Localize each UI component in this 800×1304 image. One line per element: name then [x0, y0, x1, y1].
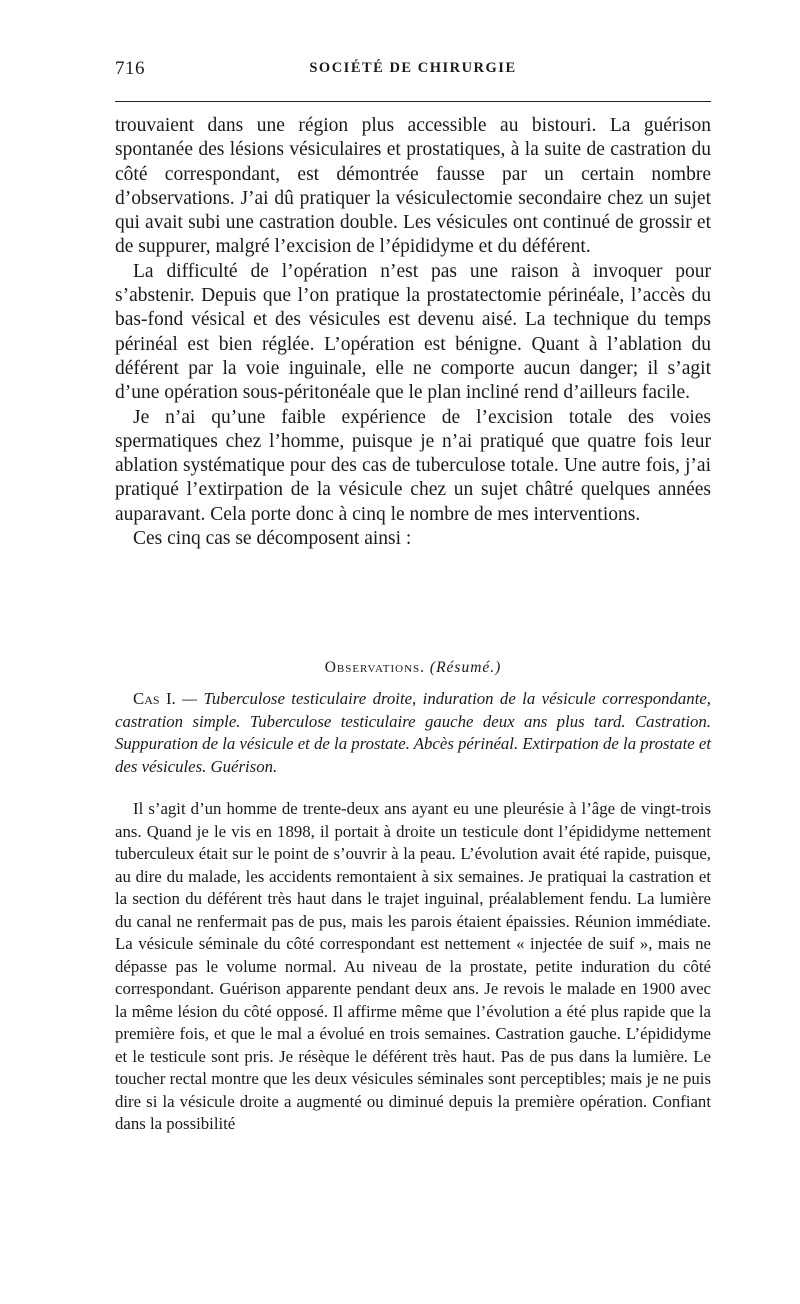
running-title: SOCIÉTÉ DE CHIRURGIE [309, 60, 517, 76]
case-paragraph [115, 688, 711, 778]
paragraph: Je n’ai qu’une faible expérience de l’excision totale des voies spermatiques chez l’homme, puisque je n’ai pratiqué que quatre fois leur ablation systématique pour des cas de tuberculose totale. Une autre fois, j’ai pratiqué l’extirpation de la vésicule chez un sujet châtré quelques années auparavant. Cela porte donc à cinq le nombre de mes interventions. [115, 406, 711, 525]
header-rule [115, 101, 711, 102]
observation-paragraph: Il s’agit d’un homme de trente-deux ans ayant eu une pleurésie à l’âge de vingt-trois ans. Quand je le vis en 1898, il portait à droite un testicule dont l’épididyme nettement tuberculeux était sur le point de s’ouvrir à la peau. L’évolution avait été rapide, puisque, au dire du malade, les accidents remontaient à six semaines. Je pratiquai la castration et la section du déférent très haut dans le trajet inguinal, préalablement fendu. La lumière du canal ne renfermait pas de pus, mais les parois étaient épaissies. Réunion immédiate. La vésicule séminale du côté correspondant est nettement « injectée de suif », mais ne dépasse pas le volume normal. Au niveau de la prostate, petite induration du côté correspondant. Guérison apparente pendant deux ans. Je revois le malade en 1900 avec la même lésion du côté opposé. Il affirme même que l’évolution a été plus rapide que la première fois, et que le mal a évolué en trois semaines. Castration gauche. L’épididyme et le testicule sont pris. Je résèque le déférent très haut. Pas de pus dans la lumière. Le toucher rectal montre que les deux vésicules séminales sont perceptibles; mais je ne puis dire si la vésicule droite a augmenté ou diminué depuis la première opération. Confiant dans la possibilité [115, 799, 711, 1133]
page-number: 716 [115, 58, 145, 79]
observation-body [115, 798, 711, 1136]
section-title: Observations. [324, 659, 426, 676]
paragraph: La difficulté de l’opération n’est pas une raison à invoquer pour s’abstenir. Depuis que l’on pratique la prostatectomie périnéale, l’accès du bas-fond vésical et des vésicules est devenu aisé. La technique du temps périnéal est bien réglée. L’opération est bénigne. Quant à l’ablation du déférent par la voie inguinale, elle ne comporte aucun danger; il s’agit d’une opération sous-péritonéale que le plan incliné rend d’ailleurs facile. [115, 260, 711, 404]
paragraph: trouvaient dans une région plus accessible au bistouri. La guérison spontanée des lésions vésiculaires et prostatiques, à la suite de castration du côté correspondant, est démontrée fausse par un certain nombre d’observations. J’ai dû pratiquer la vésiculectomie secondaire chez un sujet qui avait subi une castration double. Les vésicules ont continué de grossir et de suppurer, malgré l’excision de l’épididyme et du déférent. [115, 115, 711, 258]
case-summary [115, 688, 711, 778]
section-subtitle: (Résumé.) [429, 659, 502, 676]
case-text: — Tuberculose testiculaire droite, induration de la vésicule correspondante, castration simple. Tuberculose testiculaire gauche deux ans plus tard. Castration. Suppuration de la vésicule et de la prostate. Abcès périnéal. Extirpation de la prostate et des vésicules. Guérison. [115, 689, 712, 776]
paragraph: Ces cinq cas se décomposent ainsi : [133, 528, 412, 550]
page-header [115, 58, 711, 84]
case-label: Cas I. [133, 689, 176, 708]
main-text [115, 114, 711, 551]
section-heading [115, 659, 711, 677]
